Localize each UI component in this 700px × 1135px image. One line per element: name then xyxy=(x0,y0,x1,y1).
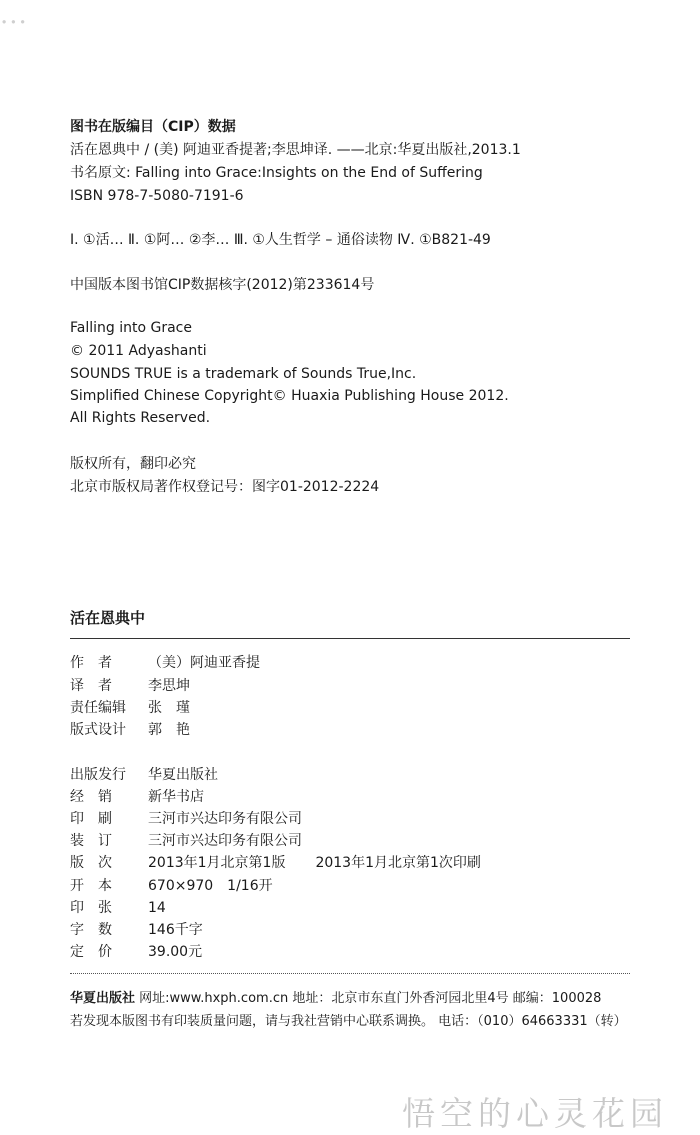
cip-line-1: 活在恩典中 / (美) 阿迪亚香提著;李思坤译. ——北京:华夏出版社,2013.1 xyxy=(70,142,521,158)
credit-label: 作 者 xyxy=(70,655,112,671)
pub-value: 670×970 1/16开 xyxy=(148,878,273,894)
footer-line-2 xyxy=(70,1013,627,1031)
pub-row xyxy=(70,832,302,850)
pub-label: 版 次 xyxy=(70,855,112,871)
pub-value: 146千字 xyxy=(148,922,203,938)
credit-row xyxy=(70,699,190,717)
pub-row xyxy=(70,877,273,895)
footer-web: 网址:www.hxph.com.cn xyxy=(139,991,289,1006)
pub-label: 定 价 xyxy=(70,944,112,960)
copyright-line-5: All Rights Reserved. xyxy=(70,410,211,426)
pub-row xyxy=(70,943,202,961)
pub-label: 字 数 xyxy=(70,922,112,938)
credit-label: 责任编辑 xyxy=(70,700,126,716)
credit-value: 李思坤 xyxy=(148,678,190,694)
pub-value: 新华书店 xyxy=(148,789,204,805)
pub-row xyxy=(70,766,218,784)
credit-row xyxy=(70,677,190,695)
footer-notice: 若发现本版图书有印装质量问题，请与我社营销中心联系调换。 xyxy=(70,1014,435,1029)
pub-value: 14 xyxy=(148,900,166,916)
pub-row xyxy=(70,921,203,939)
cip-line-4: Ⅰ. ①活… Ⅱ. ①阿… ②李… Ⅲ. ①人生哲学 – 通俗读物 Ⅳ. ①B821-49 xyxy=(70,232,491,248)
copyright-line-4: Simplified Chinese Copyright© Huaxia Publishing House 2012. xyxy=(70,388,509,404)
footer-publisher: 华夏出版社 xyxy=(70,991,136,1006)
footer-divider xyxy=(70,973,630,974)
pub-row xyxy=(70,854,481,872)
credit-value: 张 瑾 xyxy=(148,700,190,716)
cip-line-5: 中国版本图书馆CIP数据核字(2012)第233614号 xyxy=(70,277,375,293)
pub-value: 三河市兴达印务有限公司 xyxy=(148,811,302,827)
cip-line-2: 书名原文: Falling into Grace:Insights on the End of Suffering xyxy=(70,165,483,181)
footer-line-1 xyxy=(70,990,601,1008)
book-title: 活在恩典中 xyxy=(70,609,146,627)
footer-address: 地址：北京市东直门外香河园北里4号 xyxy=(292,991,509,1006)
pub-label: 印 张 xyxy=(70,900,112,916)
top-watermark: ... xyxy=(0,0,28,30)
pub-row xyxy=(70,788,204,806)
pub-label: 开 本 xyxy=(70,878,112,894)
credit-value: （美）阿迪亚香提 xyxy=(148,655,260,671)
credit-row xyxy=(70,721,190,739)
footer-phone: 电话：（010）64663331（转） xyxy=(438,1014,627,1029)
pub-label: 装 订 xyxy=(70,833,112,849)
pub-value: 三河市兴达印务有限公司 xyxy=(148,833,302,849)
pub-row xyxy=(70,899,166,917)
bottom-watermark: 悟空的心灵花园 xyxy=(402,1094,668,1133)
copyright-line-1: Falling into Grace xyxy=(70,320,192,336)
pub-label: 经 销 xyxy=(70,789,112,805)
pub-value: 39.00元 xyxy=(148,944,203,960)
title-divider xyxy=(70,638,630,639)
copyright-line-2: © 2011 Adyashanti xyxy=(70,343,207,359)
credit-label: 版式设计 xyxy=(70,722,126,738)
pub-value: 华夏出版社 xyxy=(148,767,218,783)
cip-line-3: ISBN 978-7-5080-7191-6 xyxy=(70,188,244,204)
copyright-line-3: SOUNDS TRUE is a trademark of Sounds True,Inc. xyxy=(70,366,417,382)
footer-postcode: 邮编：100028 xyxy=(512,991,602,1006)
rights-line-1: 版权所有，翻印必究 xyxy=(70,456,196,472)
pub-label: 印 刷 xyxy=(70,811,112,827)
credit-value: 郭 艳 xyxy=(148,722,190,738)
credit-row xyxy=(70,654,260,672)
rights-line-2: 北京市版权局著作权登记号：图字01-2012-2224 xyxy=(70,479,380,495)
cip-heading: 图书在版编目（CIP）数据 xyxy=(70,119,236,135)
pub-label: 出版发行 xyxy=(70,767,126,783)
pub-value: 2013年1月北京第1版 xyxy=(148,855,286,871)
pub-row xyxy=(70,810,302,828)
credit-label: 译 者 xyxy=(70,678,112,694)
pub-value-2: 2013年1月北京第1次印刷 xyxy=(315,855,481,871)
